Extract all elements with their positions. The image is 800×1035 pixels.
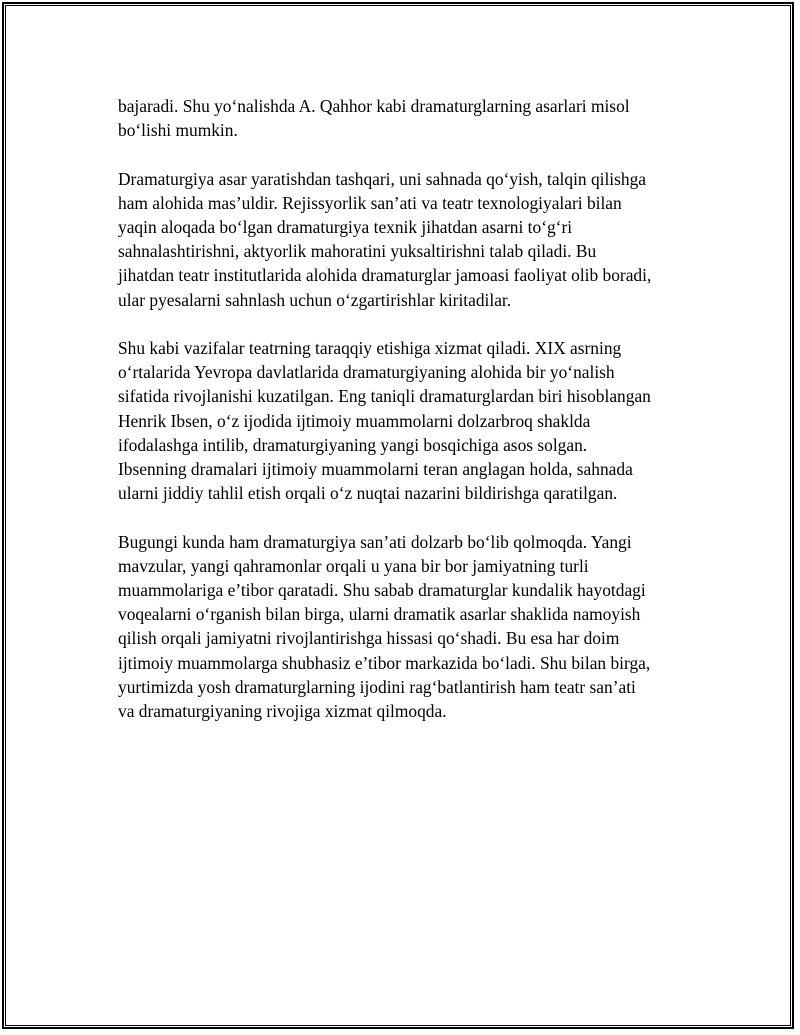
document-body <box>118 94 698 747</box>
paragraph-4: Bugungi kunda ham dramaturgiya san’ati dolzarb bo‘lib qolmoqda. Yangi mavzular, yangi qahramonlar orqali u yana bir bor jamiyatning turli muammolariga e’tibor qaratadi. Shu sabab dramaturglar kundalik hayotdagi voqealarni o‘rganish bilan birga, ularni dramatik asarlar shaklida namoyish qilish orqali jamiyatni rivojlantirishga hissasi qo‘shadi. Bu esa har doim ijtimoiy muammolarga shubhasiz e’tibor markazida bo‘ladi. Shu bilan birga, yurtimizda yosh dramaturglarning ijodini rag‘batlantirish ham teatr san’ati va dramaturgiyaning rivojiga xizmat qilmoqda. <box>118 531 651 722</box>
paragraph-3: Shu kabi vazifalar teatrning taraqqiy etishiga xizmat qiladi. XIX asrning o‘rtalarida Yevropa davlatlarida dramaturgiyaning alohida bir yo‘nalish sifatida rivojlanishi kuzatilgan. Eng taniqli dramaturglardan biri hisoblangan Henrik Ibsen, o‘z ijodida ijtimoiy muammolarni dolzarbroq shaklda ifodalashga intilib, dramaturgiyaning yangi bosqichiga asos solgan. Ibsenning dramalari ijtimoiy muammolarni teran anglagan holda, sahnada ularni jiddiy tahlil etish orqali o‘z nuqtai nazarini bildirishga qaratilgan. <box>118 338 651 504</box>
paragraph-1: bajaradi. Shu yo‘nalishda A. Qahhor kabi dramaturglarning asarlari misol bo‘lishi mumkin. <box>118 96 630 141</box>
paragraph-2: Dramaturgiya asar yaratishdan tashqari, uni sahnada qo‘yish, talqin qilishga ham alohida mas’uldir. Rejissyorlik san’ati va teatr texnologiyalari bilan yaqin aloqada bo‘lgan dramaturgiya texnik jihatdan asarni to‘g‘ri sahnalashtirishni, aktyorlik mahoratini yuksaltirishni talab qiladi. Bu jihatdan teatr institutlarida alohida dramaturglar jamoasi faoliyat olib boradi, ular pyesalarni sahnlash uchun o‘zgartirishlar kiritadilar. <box>118 168 652 310</box>
